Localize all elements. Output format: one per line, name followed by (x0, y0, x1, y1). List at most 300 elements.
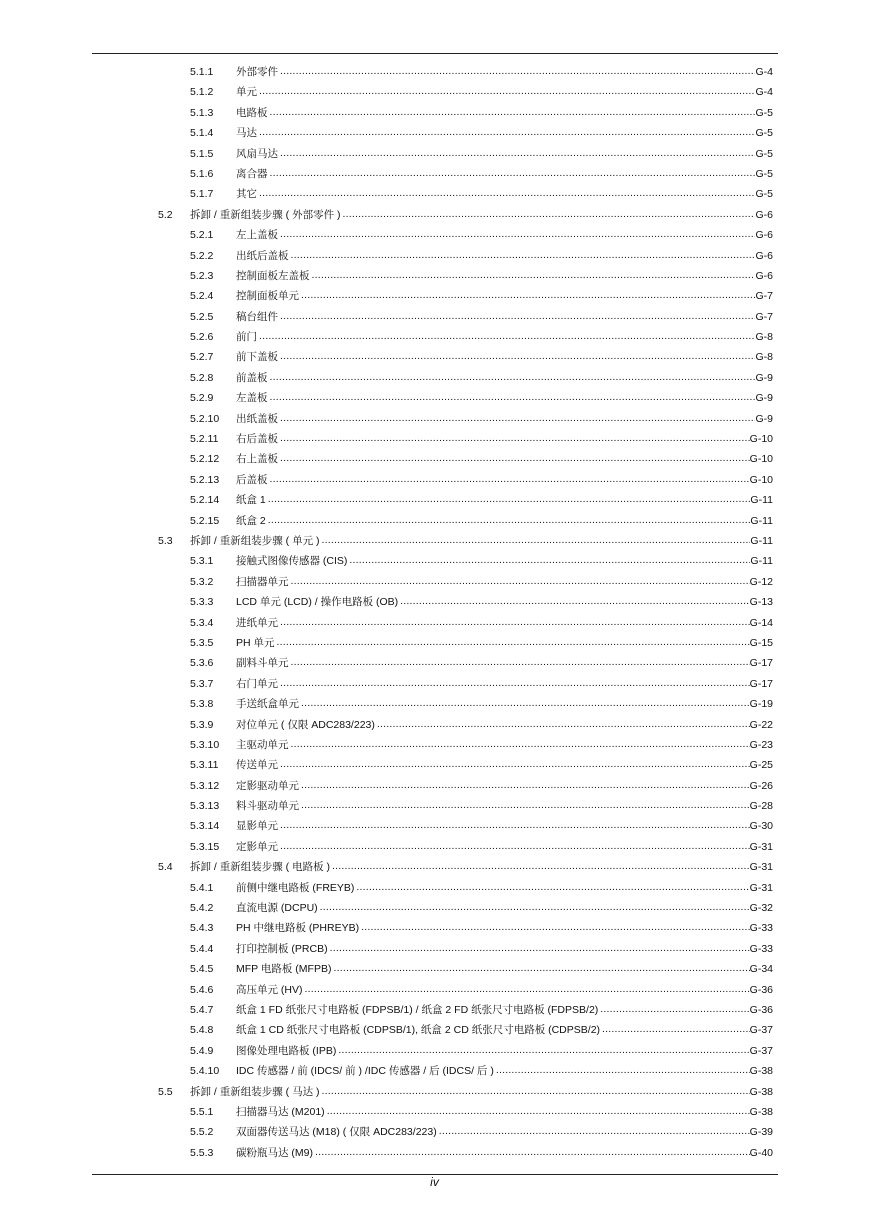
toc-entry-page: G-5 (755, 106, 773, 119)
toc-entry-title: 控制面板单元 (236, 290, 299, 303)
toc-entry-page: G-6 (755, 229, 773, 242)
toc-entry-page: G-32 (749, 902, 773, 915)
toc-entry-title: 高压单元 (HV) (236, 983, 303, 996)
toc-entry-body (236, 837, 773, 857)
toc-entry-title: 出纸后盖板 (236, 249, 289, 262)
toc-entry-page: G-8 (755, 351, 773, 364)
toc-entry-page: G-17 (749, 677, 773, 690)
toc-entry[interactable] (0, 490, 869, 510)
dot-leader (600, 1020, 750, 1040)
toc-entry[interactable] (0, 449, 869, 469)
toc-entry[interactable] (0, 184, 869, 204)
toc-entry-title: PH 单元 (236, 636, 275, 649)
toc-entry-title: 定影驱动单元 (236, 779, 299, 792)
dot-leader (299, 694, 750, 714)
toc-entry-title: 接触式图像传感器 (CIS) (236, 555, 348, 568)
toc-entry[interactable] (0, 1061, 869, 1081)
toc-entry-title: PH 中继电路板 (PHREYB) (236, 922, 360, 935)
toc-entry-page: G-6 (755, 269, 773, 282)
toc-entry-page: G-9 (755, 392, 773, 405)
toc-entry-title: MFP 电路板 (MFPB) (236, 963, 332, 976)
toc-entry-number: 5.3.12 (190, 779, 220, 792)
toc-entry-body (236, 490, 773, 510)
toc-entry-body (236, 225, 773, 245)
toc-entry-number: 5.2.8 (190, 371, 214, 384)
toc-entry-body (236, 347, 773, 367)
toc-entry-body (236, 674, 773, 694)
dot-leader (320, 531, 751, 551)
toc-entry-number: 5.2.13 (190, 473, 220, 486)
toc-entry-page: G-8 (755, 331, 773, 344)
toc-entry-number: 5.3.5 (190, 636, 214, 649)
dot-leader (278, 225, 755, 245)
toc-entry-body (236, 327, 773, 347)
dot-leader (266, 490, 751, 510)
toc-entry[interactable] (0, 205, 869, 225)
dot-leader (494, 1061, 750, 1081)
toc-entry-body (236, 898, 773, 918)
toc-entry-page: G-6 (755, 249, 773, 262)
toc-entry-title: 离合器 (236, 167, 268, 180)
toc-entry-number: 5.2.3 (190, 269, 214, 282)
toc-entry[interactable] (0, 837, 869, 857)
toc-entry-number: 5.2.9 (190, 392, 214, 405)
toc-entry-number: 5.4.8 (190, 1024, 214, 1037)
toc-entry-body (190, 205, 773, 225)
toc-entry-body (236, 62, 773, 82)
toc-entry[interactable] (0, 918, 869, 938)
toc-entry-number: 5.2.11 (190, 433, 219, 446)
dot-leader (278, 307, 755, 327)
dot-leader (268, 368, 756, 388)
toc-entry-number: 5.1.2 (190, 86, 214, 99)
toc-entry-page: G-33 (749, 922, 773, 935)
dot-leader (257, 123, 755, 143)
dot-leader (347, 551, 750, 571)
toc-entry-body (236, 980, 773, 1000)
toc-entry-title: 显影单元 (236, 820, 278, 833)
toc-entry[interactable] (0, 694, 869, 714)
toc-entry-title: 左盖板 (236, 392, 268, 405)
toc-entry[interactable] (0, 898, 869, 918)
toc-entry[interactable] (0, 592, 869, 612)
toc-entry-number: 5.2.6 (190, 331, 214, 344)
toc-entry-number: 5.1.6 (190, 167, 214, 180)
toc-entry-title: 手送纸盒单元 (236, 698, 299, 711)
toc-entry-title: 扫描器单元 (236, 575, 289, 588)
toc-entry-number: 5.2.12 (190, 453, 220, 466)
toc-entry-title: IDC 传感器 / 前 (IDCS/ 前 ) /IDC 传感器 / 后 (IDCS/ 后 ) (236, 1065, 494, 1078)
toc-entry-title: 右门单元 (236, 677, 278, 690)
toc-entry-page: G-31 (749, 861, 773, 874)
dot-leader (359, 918, 750, 938)
toc-entry-page: G-9 (755, 371, 773, 384)
toc-entry-body (236, 429, 773, 449)
toc-entry[interactable] (0, 653, 869, 673)
toc-entry-body (236, 878, 773, 898)
toc-entry-title: 主驱动单元 (236, 738, 289, 751)
toc-entry-title: 前盖板 (236, 371, 268, 384)
toc-entry-page: G-37 (749, 1024, 773, 1037)
dot-leader (268, 388, 756, 408)
toc-entry-page: G-36 (749, 983, 773, 996)
toc-entry-body (236, 286, 773, 306)
toc-entry[interactable] (0, 286, 869, 306)
toc-entry-page: G-10 (749, 453, 773, 466)
toc-entry-page: G-26 (749, 779, 773, 792)
toc-entry-number: 5.2 (158, 208, 173, 221)
toc-entry[interactable] (0, 347, 869, 367)
toc-entry-title: 其它 (236, 188, 257, 201)
toc-entry[interactable] (0, 613, 869, 633)
toc-entry-page: G-14 (749, 616, 773, 629)
dot-leader (336, 1041, 749, 1061)
toc-entry-body (236, 368, 773, 388)
toc-entry[interactable] (0, 878, 869, 898)
toc-entry-body (236, 918, 773, 938)
toc-entry-title: 拆卸 / 重新组装步骤 ( 单元 ) (190, 534, 320, 547)
dot-leader (266, 511, 751, 531)
toc-entry-body (236, 796, 773, 816)
toc-entry-body (236, 449, 773, 469)
toc-entry-number: 5.3.14 (190, 820, 220, 833)
toc-entry-number: 5.3.1 (190, 555, 214, 568)
toc-entry-number: 5.1.5 (190, 147, 214, 160)
toc-entry-page: G-31 (749, 881, 773, 894)
toc-entry-number: 5.2.4 (190, 290, 214, 303)
toc-entry[interactable] (0, 674, 869, 694)
toc-entry-number: 5.3.4 (190, 616, 214, 629)
toc-entry-title: 拆卸 / 重新组装步骤 ( 外部零件 ) (190, 208, 341, 221)
toc-entry-title: 碳粉瓶马达 (M9) (236, 1146, 313, 1159)
toc-entry[interactable] (0, 735, 869, 755)
dot-leader (278, 347, 755, 367)
toc-entry-page: G-12 (749, 575, 773, 588)
toc-entry-number: 5.3.2 (190, 575, 214, 588)
toc-entry-number: 5.1.7 (190, 188, 214, 201)
toc-entry-page: G-28 (749, 800, 773, 813)
toc-entry[interactable] (0, 572, 869, 592)
dot-leader (268, 103, 756, 123)
toc-entry-page: G-31 (749, 840, 773, 853)
toc-entry-body (236, 613, 773, 633)
toc-entry-body (190, 1082, 773, 1102)
toc-entry-number: 5.2.2 (190, 249, 214, 262)
toc-entry[interactable] (0, 796, 869, 816)
dot-leader (278, 144, 755, 164)
toc-entry-page: G-36 (749, 1003, 773, 1016)
toc-entry-title: 风扇马达 (236, 147, 278, 160)
toc-entry-body (236, 959, 773, 979)
toc-entry-page: G-37 (749, 1044, 773, 1057)
dot-leader (278, 62, 755, 82)
toc-entry[interactable] (0, 470, 869, 490)
toc-entry[interactable] (0, 307, 869, 327)
toc-entry[interactable] (0, 103, 869, 123)
toc-entry-body (236, 82, 773, 102)
toc-entry-page: G-17 (749, 657, 773, 670)
toc-entry-page: G-5 (755, 147, 773, 160)
dot-leader (278, 755, 750, 775)
toc-entry-body (236, 103, 773, 123)
toc-entry-page: G-9 (755, 412, 773, 425)
toc-entry-title: 纸盒 1 FD 纸张尺寸电路板 (FDPSB/1) / 纸盒 2 FD 纸张尺寸电路板 (FDPSB/2) (236, 1003, 599, 1016)
dot-leader (341, 205, 756, 225)
toc-entry-body (236, 1061, 773, 1081)
toc-entry-page: G-38 (749, 1085, 773, 1098)
toc-entry-body (236, 816, 773, 836)
toc-entry[interactable] (0, 857, 869, 877)
toc-entry-body (236, 592, 773, 612)
toc-entry-page: G-10 (749, 473, 773, 486)
toc-entry-title: 图像处理电路板 (IPB) (236, 1044, 337, 1057)
toc-entry-body (236, 633, 773, 653)
toc-entry-title: 纸盒 1 (236, 494, 266, 507)
dot-leader (303, 980, 750, 1000)
toc-entry-body (236, 551, 773, 571)
toc-entry-number: 5.3.8 (190, 698, 214, 711)
table-of-contents (0, 62, 869, 1163)
toc-entry-title: 控制面板左盖板 (236, 269, 310, 282)
dot-leader (268, 470, 750, 490)
toc-entry-number: 5.4.9 (190, 1044, 214, 1057)
toc-entry-page: G-6 (755, 208, 773, 221)
toc-entry-page: G-11 (750, 514, 773, 527)
dot-leader (289, 653, 750, 673)
toc-entry-page: G-7 (755, 290, 773, 303)
toc-entry-title: 对位单元 ( 仅限 ADC283/223) (236, 718, 375, 731)
toc-entry-number: 5.4 (158, 861, 173, 874)
toc-entry-page: G-30 (749, 820, 773, 833)
toc-entry[interactable] (0, 82, 869, 102)
toc-entry[interactable] (0, 531, 869, 551)
toc-entry-page: G-10 (749, 433, 773, 446)
dot-leader (289, 735, 750, 755)
toc-entry-title: 马达 (236, 127, 257, 140)
toc-entry-body (236, 939, 773, 959)
dot-leader (375, 715, 750, 735)
toc-entry-title: 前下盖板 (236, 351, 278, 364)
toc-entry-page: G-5 (755, 127, 773, 140)
toc-entry[interactable] (0, 368, 869, 388)
toc-entry-title: 定影单元 (236, 840, 278, 853)
toc-entry-page: G-5 (755, 188, 773, 201)
toc-entry-number: 5.4.7 (190, 1003, 214, 1016)
toc-entry-title: 传送单元 (236, 759, 278, 772)
toc-entry[interactable] (0, 388, 869, 408)
toc-entry-page: G-23 (749, 738, 773, 751)
dot-leader (278, 449, 750, 469)
toc-entry[interactable] (0, 429, 869, 449)
toc-entry-title: 稿台组件 (236, 310, 278, 323)
toc-entry[interactable] (0, 1082, 869, 1102)
dot-leader (278, 816, 750, 836)
toc-entry-body (190, 531, 773, 551)
toc-entry-page: G-38 (749, 1065, 773, 1078)
toc-entry[interactable] (0, 327, 869, 347)
toc-entry-title: 拆卸 / 重新组装步骤 ( 电路板 ) (190, 861, 330, 874)
toc-entry-number: 5.1.4 (190, 127, 214, 140)
toc-entry-number: 5.3.11 (190, 759, 219, 772)
toc-entry-title: 单元 (236, 86, 257, 99)
toc-entry[interactable] (0, 1041, 869, 1061)
toc-entry-body (236, 1000, 773, 1020)
toc-entry[interactable] (0, 409, 869, 429)
dot-leader (320, 1082, 750, 1102)
toc-entry[interactable] (0, 1102, 869, 1122)
dot-leader (354, 878, 749, 898)
toc-entry[interactable] (0, 776, 869, 796)
toc-entry[interactable] (0, 1000, 869, 1020)
toc-entry-page: G-5 (755, 167, 773, 180)
dot-leader (331, 959, 749, 979)
toc-entry-number: 5.3 (158, 534, 173, 547)
toc-entry[interactable] (0, 164, 869, 184)
toc-entry[interactable] (0, 980, 869, 1000)
toc-entry-body (236, 694, 773, 714)
toc-entry-body (236, 123, 773, 143)
toc-entry-body (236, 715, 773, 735)
toc-entry-number: 5.5.3 (190, 1146, 214, 1159)
toc-entry-number: 5.3.10 (190, 738, 220, 751)
toc-entry-page: G-11 (750, 534, 773, 547)
toc-entry-number: 5.2.1 (190, 229, 214, 242)
toc-entry[interactable] (0, 755, 869, 775)
toc-entry-title: 扫描器马达 (M201) (236, 1105, 325, 1118)
dot-leader (278, 837, 750, 857)
toc-entry-page: G-4 (755, 66, 773, 78)
toc-entry-title: 拆卸 / 重新组装步骤 ( 马达 ) (190, 1085, 320, 1098)
toc-entry-body (236, 1143, 773, 1163)
toc-entry[interactable] (0, 225, 869, 245)
dot-leader (299, 796, 750, 816)
toc-entry-title: 副料斗单元 (236, 657, 289, 670)
toc-entry[interactable] (0, 1143, 869, 1163)
toc-entry-body (236, 409, 773, 429)
toc-entry[interactable] (0, 123, 869, 143)
toc-entry-number: 5.2.15 (190, 514, 220, 527)
dot-leader (257, 327, 755, 347)
toc-entry-number: 5.3.3 (190, 596, 214, 609)
dot-leader (289, 246, 756, 266)
toc-entry-body (236, 755, 773, 775)
toc-entry[interactable] (0, 246, 869, 266)
toc-entry[interactable] (0, 715, 869, 735)
toc-entry-number: 5.4.1 (190, 881, 214, 894)
toc-entry-number: 5.1.1 (190, 66, 214, 78)
toc-entry-page: G-33 (749, 942, 773, 955)
header-rule (92, 53, 778, 54)
dot-leader (299, 286, 755, 306)
toc-entry[interactable] (0, 1020, 869, 1040)
toc-entry-body (236, 735, 773, 755)
toc-entry-page: G-39 (749, 1126, 773, 1139)
toc-entry-number: 5.4.5 (190, 963, 214, 976)
dot-leader (437, 1122, 750, 1142)
page-number: iv (430, 1175, 439, 1189)
toc-entry-number: 5.5.1 (190, 1105, 214, 1118)
toc-entry-page: G-19 (749, 698, 773, 711)
toc-entry[interactable] (0, 633, 869, 653)
toc-entry-title: 电路板 (236, 106, 268, 119)
toc-entry-body (236, 1122, 773, 1142)
toc-entry[interactable] (0, 144, 869, 164)
toc-entry-title: 左上盖板 (236, 229, 278, 242)
toc-entry-number: 5.1.3 (190, 106, 214, 119)
toc-entry[interactable] (0, 511, 869, 531)
toc-entry-number: 5.4.2 (190, 902, 214, 915)
toc-entry[interactable] (0, 959, 869, 979)
toc-entry-body (236, 511, 773, 531)
dot-leader (299, 776, 750, 796)
dot-leader (278, 429, 750, 449)
dot-leader (257, 82, 755, 102)
toc-entry-title: 后盖板 (236, 473, 268, 486)
toc-entry-number: 5.3.7 (190, 677, 214, 690)
toc-entry-number: 5.2.5 (190, 310, 214, 323)
toc-entry[interactable] (0, 939, 869, 959)
dot-leader (278, 409, 755, 429)
toc-entry-number: 5.4.6 (190, 983, 214, 996)
toc-entry-page: G-40 (749, 1146, 773, 1159)
toc-entry-body (236, 307, 773, 327)
toc-entry-body (236, 246, 773, 266)
toc-entry-number: 5.2.10 (190, 412, 220, 425)
toc-entry-page: G-34 (749, 963, 773, 976)
dot-leader (289, 572, 750, 592)
toc-entry-page: G-38 (749, 1105, 773, 1118)
dot-leader (310, 266, 756, 286)
toc-entry-body (236, 572, 773, 592)
toc-entry-number: 5.2.7 (190, 351, 214, 364)
toc-entry-number: 5.5 (158, 1085, 173, 1098)
toc-entry-number: 5.3.6 (190, 657, 214, 670)
dot-leader (257, 184, 755, 204)
dot-leader (313, 1143, 750, 1163)
toc-entry-title: 右后盖板 (236, 433, 278, 446)
dot-leader (398, 592, 749, 612)
toc-entry-title: 直流电源 (DCPU) (236, 902, 318, 915)
toc-entry-number: 5.4.4 (190, 942, 214, 955)
toc-entry-body (236, 1020, 773, 1040)
toc-entry-body (236, 1041, 773, 1061)
toc-entry-title: 外部零件 (236, 66, 278, 78)
dot-leader (325, 1102, 750, 1122)
toc-entry-title: 双面器传送马达 (M18) ( 仅限 ADC283/223) (236, 1126, 437, 1139)
toc-entry-body (190, 857, 773, 877)
dot-leader (278, 613, 750, 633)
dot-leader (328, 939, 750, 959)
toc-entry-page: G-11 (750, 555, 773, 568)
toc-entry-page: G-13 (749, 596, 773, 609)
toc-entry-page: G-22 (749, 718, 773, 731)
toc-entry-body (236, 266, 773, 286)
toc-entry-title: 右上盖板 (236, 453, 278, 466)
toc-entry[interactable] (0, 266, 869, 286)
toc-entry-body (236, 164, 773, 184)
toc-entry[interactable] (0, 816, 869, 836)
dot-leader (598, 1000, 749, 1020)
toc-entry-number: 5.5.2 (190, 1126, 214, 1139)
toc-entry[interactable] (0, 62, 869, 82)
toc-entry[interactable] (0, 1122, 869, 1142)
toc-entry-number: 5.3.15 (190, 840, 220, 853)
toc-entry-title: LCD 单元 (LCD) / 操作电路板 (OB) (236, 596, 399, 609)
toc-entry-title: 打印控制板 (PRCB) (236, 942, 328, 955)
toc-entry-body (236, 776, 773, 796)
toc-entry-title: 纸盒 2 (236, 514, 266, 527)
toc-entry[interactable] (0, 551, 869, 571)
